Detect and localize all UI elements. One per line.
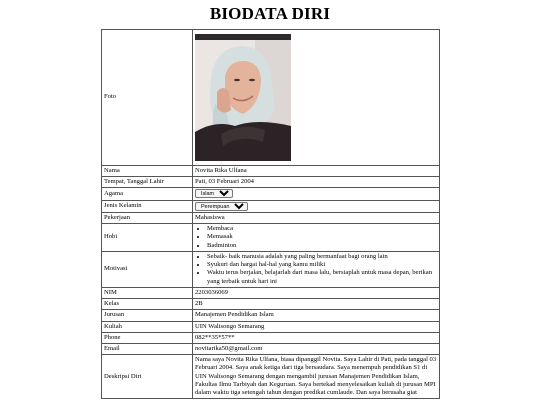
jenis-kelamin-cell xyxy=(193,200,440,212)
row-kuliah xyxy=(102,321,440,332)
deskripsi-label: Deskripsi Diri xyxy=(102,355,193,399)
row-pekerjaan xyxy=(102,212,440,223)
profile-photo xyxy=(195,34,291,161)
kuliah-label: Kuliah xyxy=(102,321,193,332)
ttl-label: Tempat, Tanggal Lahir xyxy=(102,177,193,188)
page-title: BIODATA DIRI xyxy=(209,4,331,23)
biodata-table xyxy=(101,29,440,399)
row-motivasi xyxy=(102,251,440,287)
row-jurusan xyxy=(102,310,440,321)
phone-label: Phone xyxy=(102,332,193,343)
foto-label: Foto xyxy=(102,30,193,166)
motivasi-label: Motivasi xyxy=(102,251,193,287)
agama-select[interactable] xyxy=(195,189,233,198)
pekerjaan-label: Pekerjaan xyxy=(102,212,193,223)
agama-cell xyxy=(193,188,440,200)
profile-photo-image xyxy=(195,34,291,161)
jenis-kelamin-label: Jenis Kelamin xyxy=(102,200,193,212)
email-value: novitarika50@gmail.com xyxy=(193,343,440,354)
row-hobi xyxy=(102,224,440,252)
motivasi-cell xyxy=(193,251,440,287)
nim-value: 2203036069 xyxy=(193,287,440,298)
motivasi-item: • Syukuri dan hargai hal-hal yang kamu miliki xyxy=(207,261,437,269)
agama-label: Agama xyxy=(102,188,193,200)
row-nim xyxy=(102,287,440,298)
nama-value: Novita Rika Ulfana xyxy=(193,166,440,177)
motivasi-item: • Sebaik- baik manusia adalah yang paling bermanfaat bagi orang lain xyxy=(207,253,437,261)
kelas-value: 2B xyxy=(193,299,440,310)
pekerjaan-value: Mahasiswa xyxy=(193,212,440,223)
nim-label: NIM xyxy=(102,287,193,298)
row-email xyxy=(102,343,440,354)
row-agama xyxy=(102,188,440,200)
row-foto xyxy=(102,30,440,166)
motivasi-item: • Waktu terus berjalan, belajarlah dari masa lalu, bersiaplah untuk masa depan, berikan yang terbaik untuk hari ini xyxy=(207,269,437,285)
hobi-label: Hobi xyxy=(102,224,193,252)
deskripsi-value: Nama saya Novita Rika Ulfana, biasa dipanggil Novita. Saya Lahir di Pati, pada tanggal 03 Februari 2004. Saya anak ketiga dari tiga bersaudara. Saya menempuh pendidikan S1 di UIN Walisongo Semarang dengan mengambil jurusan Manajemen Pendidikan Islam, Fakultas Ilmu Tarbiyah dan Keguruan. Saya bertekad menyelesaikan kuliah di jurusan MPI dalam waktu tiga setengah tahun dengan predikat cumlaude. Dan saya berusaha giat xyxy=(193,355,440,399)
foto-cell xyxy=(193,30,440,166)
phone-value: 082**35*57** xyxy=(193,332,440,343)
row-phone xyxy=(102,332,440,343)
jenis-kelamin-select[interactable] xyxy=(195,202,248,211)
hobi-cell xyxy=(193,224,440,252)
email-label: Email xyxy=(102,343,193,354)
row-jenis-kelamin xyxy=(102,200,440,212)
row-ttl xyxy=(102,177,440,188)
jurusan-value: Manajemen Pendidikan Islam xyxy=(193,310,440,321)
motivasi-list xyxy=(195,253,437,286)
jurusan-label: Jurusan xyxy=(102,310,193,321)
nama-label: Nama xyxy=(102,166,193,177)
kelas-label: Kelas xyxy=(102,299,193,310)
row-nama xyxy=(102,166,440,177)
row-kelas xyxy=(102,299,440,310)
hobi-item: • Membaca xyxy=(207,225,437,233)
row-deskripsi xyxy=(102,355,440,399)
ttl-value: Pati, 03 Februari 2004 xyxy=(193,177,440,188)
hobi-list xyxy=(195,225,437,250)
hobi-item: • Badminton xyxy=(207,242,437,250)
kuliah-value: UIN Walisongo Semarang xyxy=(193,321,440,332)
hobi-item: • Memasak xyxy=(207,233,437,241)
